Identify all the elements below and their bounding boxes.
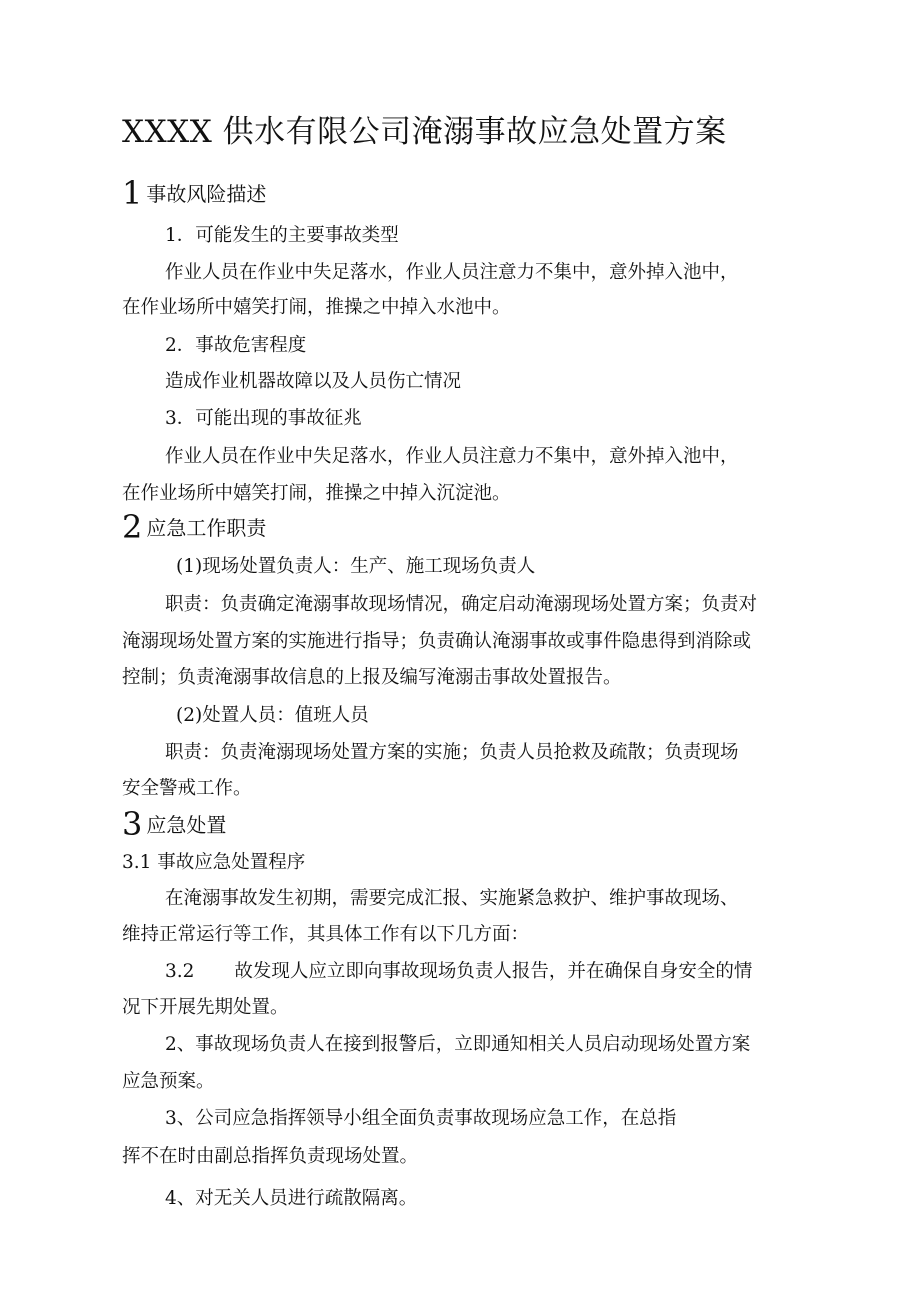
paragraph-line: 作业人员在作业中失足落水，作业人员注意力不集中，意外掉入池中， [165,446,739,467]
section-number: 1 [122,174,143,212]
paragraph-line: 造成作业机器故障以及人员伤亡情况 [165,371,462,392]
paragraph-line: 应急预案。 [122,1071,215,1092]
section-title: 应急工作职责 [146,516,267,540]
paragraph-line: 4、对无关人员进行疏散隔离。 [165,1188,418,1209]
paragraph-line: 控制；负责淹溺事故信息的上报及编写淹溺击事故处置报告。 [122,667,622,688]
subsection-heading: 3.1 事故应急处置程序 [122,852,306,873]
paragraph-line: 2、事故现场负责人在接到报警后，立即通知相关人员启动现场处置方案 [165,1034,751,1055]
paragraph-line: 挥不在时由副总指挥负责现场处置。 [122,1146,419,1167]
step-number: 3.2 [165,961,195,982]
paragraph-line: 况下开展先期处置。 [122,997,289,1018]
item-1-heading: 1．可能发生的主要事故类型 [165,225,399,246]
section-title: 应急处置 [146,813,227,837]
paragraph-line: 3、公司应急指挥领导小组全面负责事故现场应急工作，在总指 [165,1108,677,1129]
paragraph-line: 在淹溺事故发生初期，需要完成汇报、实施紧急救护、维护事故现场、 [165,888,739,909]
section-number: 2 [122,508,143,546]
paragraph-line: 职责：负责淹溺现场处置方案的实施；负责人员抢救及疏散；负责现场 [165,742,739,763]
step-text: 故发现人应立即向事故现场负责人报告，并在确保自身安全的情 [234,961,753,982]
paragraph-line: 淹溺现场处置方案的实施进行指导；负责确认淹溺事故或事件隐患得到消除或 [122,631,752,652]
role-2-heading: (2)处置人员：值班人员 [176,705,369,726]
paragraph-line: 安全警戒工作。 [122,778,252,799]
item-2-heading: 2．事故危害程度 [165,335,307,356]
paragraph-line: 作业人员在作业中失足落水，作业人员注意力不集中，意外掉入池中， [165,262,739,283]
paragraph-line: 在作业场所中嬉笑打闹，推操之中掉入沉淀池。 [122,483,511,504]
document-title: XXXX 供水有限公司淹溺事故应急处置方案 [122,114,727,150]
section-title: 事故风险描述 [146,182,267,206]
section-3-heading [122,807,226,842]
section-1-heading [122,176,266,211]
role-1-heading: (1)现场处置负责人：生产、施工现场负责人 [176,556,536,577]
step-1-line [165,958,752,986]
section-number: 3 [122,805,143,843]
item-3-heading: 3．可能出现的事故征兆 [165,408,362,429]
paragraph-line: 职责：负责确定淹溺事故现场情况，确定启动淹溺现场处置方案；负责对 [165,594,758,615]
paragraph-line: 在作业场所中嬉笑打闹，推操之中掉入水池中。 [122,297,511,318]
section-2-heading [122,510,266,545]
paragraph-line: 维持正常运行等工作，其具体工作有以下几方面： [122,924,530,945]
